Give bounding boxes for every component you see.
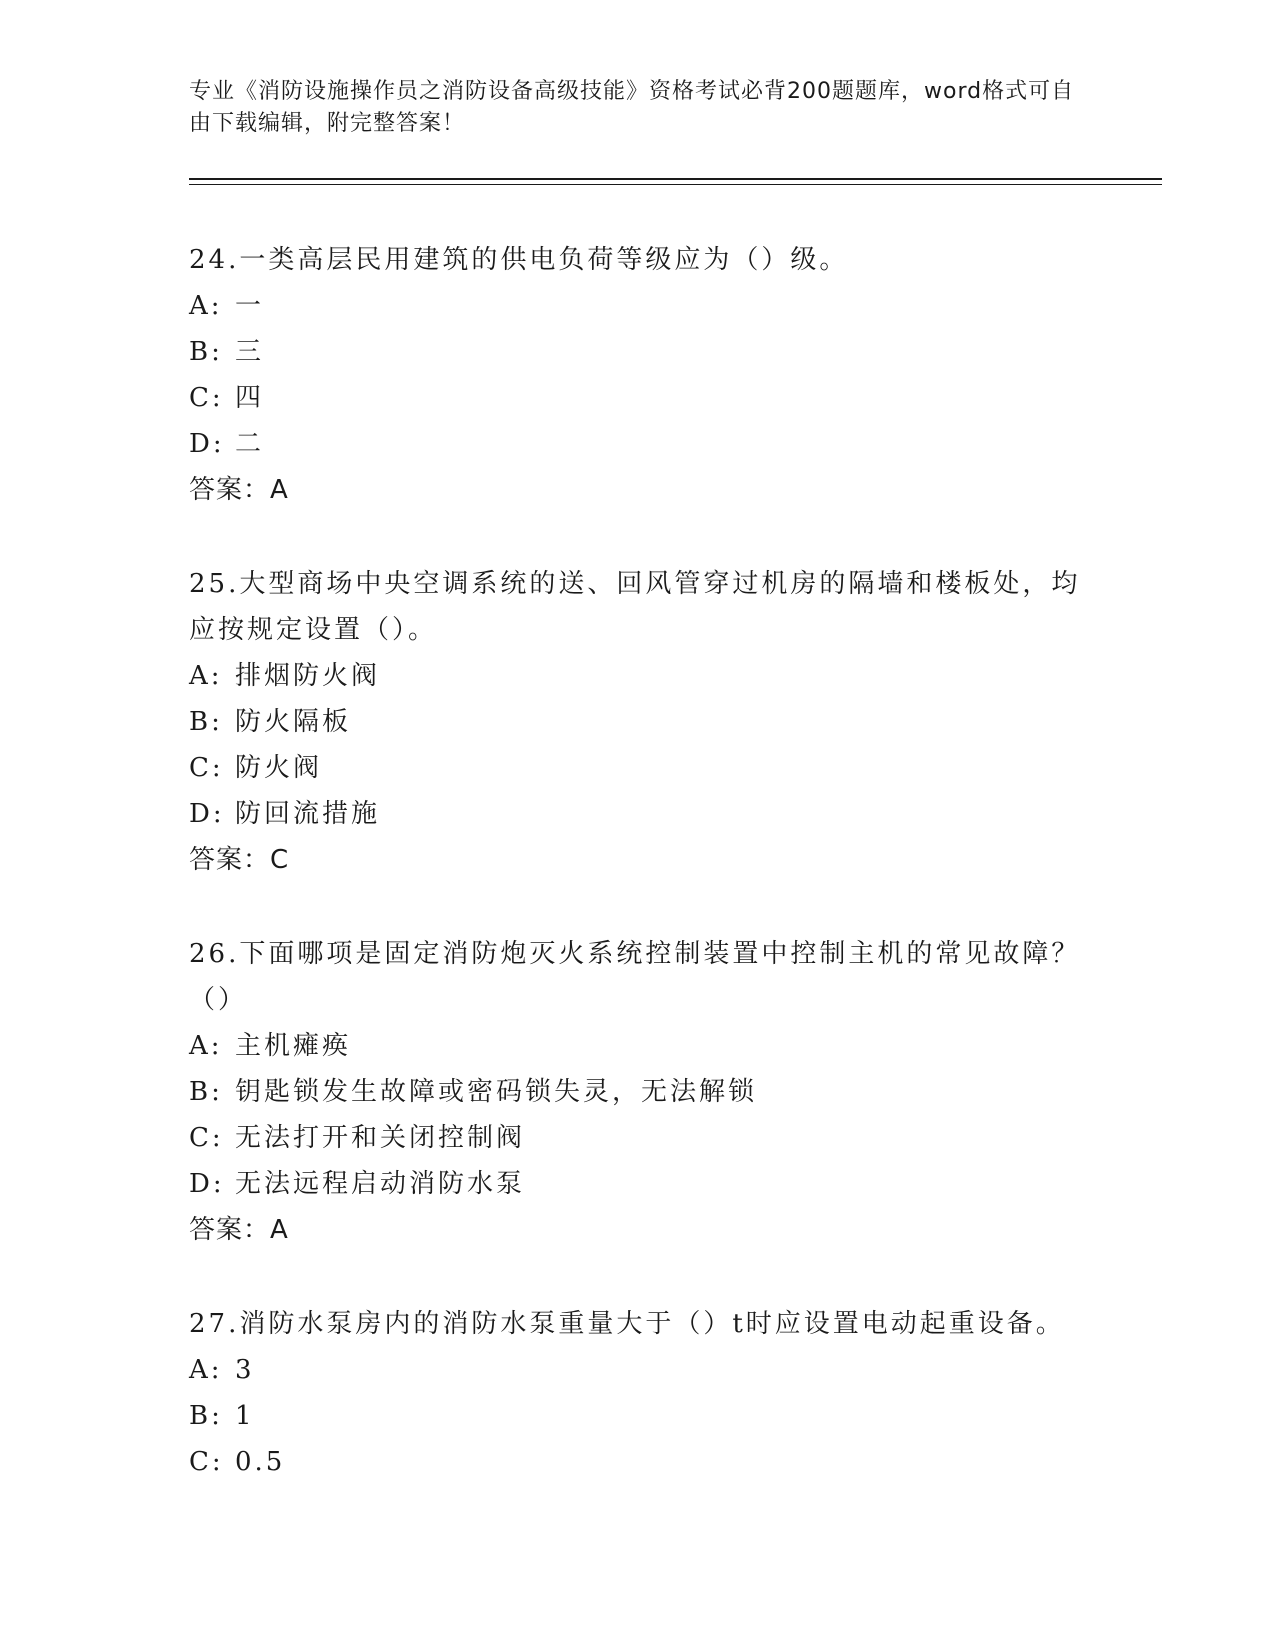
question-list <box>189 237 1089 1533</box>
option-key: A: <box>189 661 223 691</box>
question-item <box>189 561 1089 883</box>
option-text: 四 <box>235 383 265 413</box>
answer-label: 答案： <box>189 845 271 875</box>
option-text: 1 <box>235 1401 255 1431</box>
option-text: 无法打开和关闭控制阀 <box>235 1123 526 1153</box>
option-key: D: <box>189 429 225 459</box>
answer-label: 答案： <box>189 1215 271 1245</box>
option-text: 3 <box>235 1355 255 1385</box>
document-header: 专业《消防设施操作员之消防设备高级技能》资格考试必背200题题库，word格式可自由下载编辑，附完整答案！ <box>189 79 1075 136</box>
option-b <box>189 699 1089 745</box>
option-text: 无法远程启动消防水泵 <box>235 1169 526 1199</box>
option-b <box>189 1069 1089 1115</box>
question-item <box>189 931 1089 1253</box>
option-key: B: <box>189 707 223 737</box>
option-b <box>189 1393 1089 1439</box>
answer-label: 答案： <box>189 475 271 505</box>
option-key: A: <box>189 1031 223 1061</box>
option-key: C: <box>189 1123 224 1153</box>
question-stem: 24.一类高层民用建筑的供电负荷等级应为（）级。 <box>189 245 849 275</box>
option-text: 排烟防火阀 <box>235 661 381 691</box>
option-text: 二 <box>235 429 265 459</box>
option-key: B: <box>189 337 223 367</box>
option-key: D: <box>189 799 225 829</box>
option-c <box>189 375 1089 421</box>
answer-line <box>189 467 1089 513</box>
option-text: 0.5 <box>235 1447 286 1477</box>
option-key: C: <box>189 383 224 413</box>
header-divider-thick <box>189 178 1162 180</box>
option-c <box>189 1439 1089 1485</box>
answer-value: A <box>270 1215 289 1245</box>
option-text: 防回流措施 <box>235 799 381 829</box>
option-a <box>189 653 1089 699</box>
option-b <box>189 329 1089 375</box>
question-stem: 26.下面哪项是固定消防炮灭火系统控制装置中控制主机的常见故障？（） <box>189 939 1081 1015</box>
option-key: B: <box>189 1401 223 1431</box>
question-item <box>189 237 1089 513</box>
option-text: 钥匙锁发生故障或密码锁失灵，无法解锁 <box>235 1077 758 1107</box>
option-key: D: <box>189 1169 225 1199</box>
option-d <box>189 421 1089 467</box>
option-key: A: <box>189 1355 223 1385</box>
option-text: 主机瘫痪 <box>235 1031 352 1061</box>
option-c <box>189 745 1089 791</box>
option-text: 三 <box>235 337 265 367</box>
option-key: B: <box>189 1077 223 1107</box>
option-text: 一 <box>235 291 265 321</box>
option-text: 防火隔板 <box>235 707 352 737</box>
option-a <box>189 1347 1089 1393</box>
answer-value: C <box>270 845 290 875</box>
question-stem: 27.消防水泵房内的消防水泵重量大于（）t时应设置电动起重设备。 <box>189 1309 1065 1339</box>
option-d <box>189 791 1089 837</box>
question-item <box>189 1301 1089 1485</box>
option-text: 防火阀 <box>235 753 323 783</box>
header-divider-thin <box>189 184 1162 185</box>
question-stem: 25.大型商场中央空调系统的送、回风管穿过机房的隔墙和楼板处，均应按规定设置（）。 <box>189 569 1081 645</box>
answer-line <box>189 837 1089 883</box>
option-key: A: <box>189 291 223 321</box>
answer-line <box>189 1207 1089 1253</box>
option-key: C: <box>189 1447 224 1477</box>
option-a <box>189 283 1089 329</box>
option-c <box>189 1115 1089 1161</box>
option-a <box>189 1023 1089 1069</box>
option-d <box>189 1161 1089 1207</box>
option-key: C: <box>189 753 224 783</box>
answer-value: A <box>270 475 289 505</box>
